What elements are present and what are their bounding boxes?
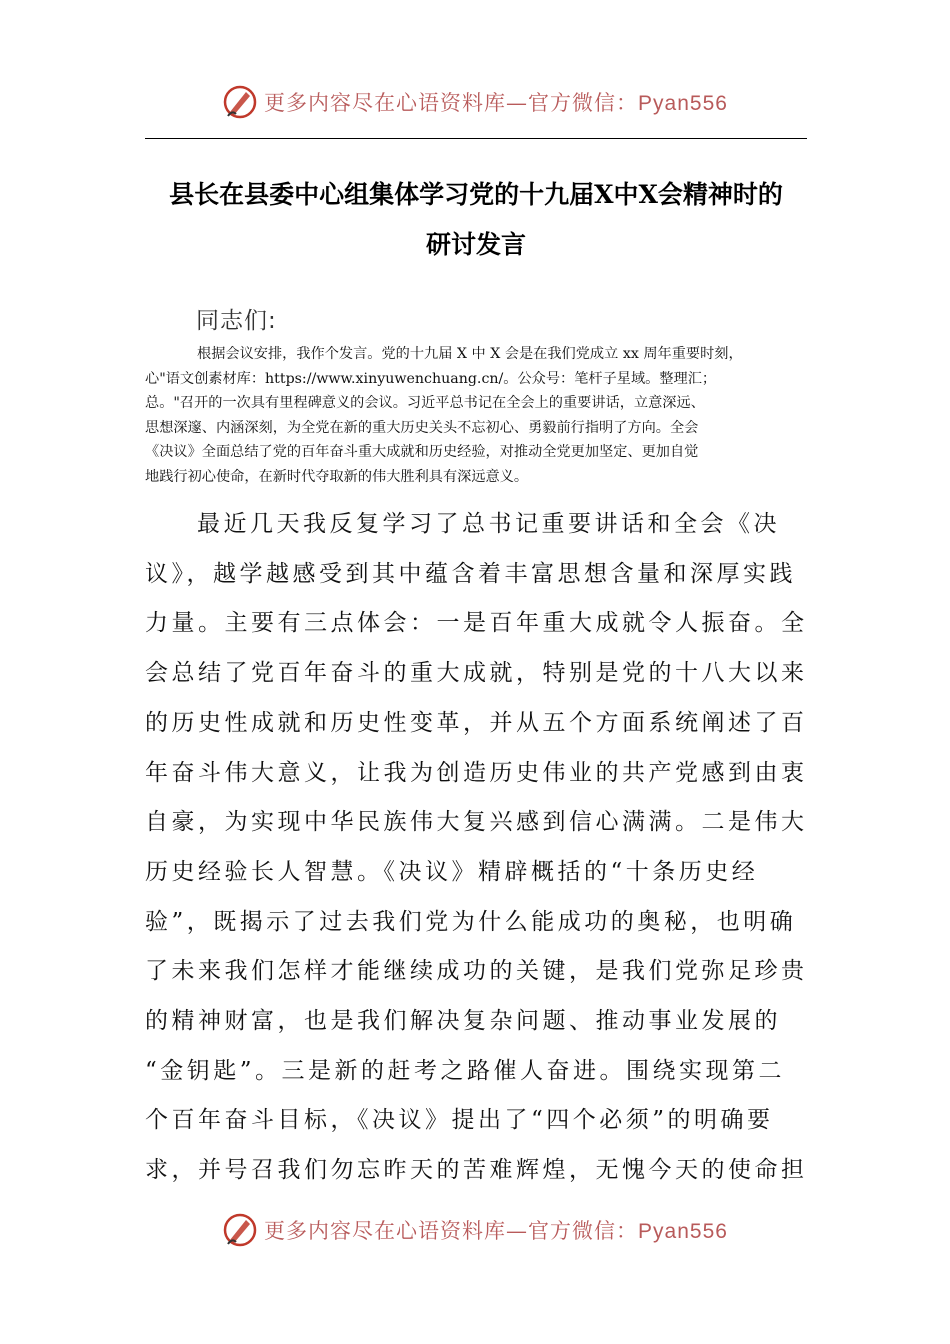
header-divider	[145, 138, 807, 139]
intro-line: 《决议》全面总结了党的百年奋斗重大成就和历史经验，对推动全党更加坚定、更加自觉	[145, 444, 699, 460]
title-line-2: 研讨发言	[425, 230, 526, 259]
intro-paragraph	[145, 342, 807, 489]
watermark-text: 更多内容尽在心语资料库—官方微信：Pyan556	[264, 91, 728, 115]
body-line: 的精神财富，也是我们解决复杂问题、推动事业发展的	[145, 1008, 781, 1035]
header-watermark	[0, 80, 950, 124]
salutation: 同志们:	[196, 308, 277, 334]
body-line: 的历史性成就和历史性变革，并从五个方面系统阐述了百	[145, 709, 808, 736]
body-line: 年奋斗伟大意义，让我为创造历史伟业的共产党感到由衷	[145, 759, 808, 786]
body-line: 求，并号召我们勿忘昨天的苦难辉煌，无愧今天的使命担	[145, 1157, 808, 1184]
body-line: 验”，既揭示了过去我们党为什么能成功的奥秘，也明确	[145, 908, 797, 935]
body-line: 议》，越学越感受到其中蕴含着丰富思想含量和深厚实践	[145, 560, 796, 587]
footer-watermark	[0, 1208, 950, 1252]
body-paragraph	[145, 500, 807, 1196]
pen-circle-logo-icon	[222, 1212, 258, 1248]
intro-line: 心"语文创素材库：https://www.xinyuwenchuang.cn/。公众号：笔杆子星域。整理汇；	[145, 370, 717, 387]
body-line: “金钥匙”。三是新的赶考之路催人奋进。围绕实现第二	[145, 1057, 786, 1084]
body-line: 了未来我们怎样才能继续成功的关键，是我们党弥足珍贵	[145, 958, 808, 985]
body-line: 力量。主要有三点体会：一是百年重大成就令人振奋。全	[145, 610, 808, 637]
wechat-id: Pyan556	[638, 1220, 728, 1243]
body-line: 历史经验长人智慧。《决议》精辟概括的“十条历史经	[145, 858, 759, 885]
intro-line: 总。"召开的一次具有里程碑意义的会议。习近平总书记在全会上的重要讲话，立意深远、	[145, 395, 705, 411]
intro-line: 思想深邃、内涵深刻，为全党在新的重大历史关头不忘初心、勇毅前行指明了方向。全会	[145, 419, 699, 436]
body-line: 自豪，为实现中华民族伟大复兴感到信心满满。二是伟大	[145, 809, 808, 836]
intro-line: 地践行初心使命，在新时代夺取新的伟大胜利具有深远意义。	[145, 468, 529, 485]
wechat-id: Pyan556	[638, 92, 728, 115]
watermark-text: 更多内容尽在心语资料库—官方微信：Pyan556	[264, 1219, 728, 1243]
pen-circle-logo-icon	[222, 84, 258, 120]
title-line-1: 县长在县委中心组集体学习党的十九届X中X会精神时的	[169, 180, 783, 209]
body-line: 最近几天我反复学习了总书记重要讲话和全会《决	[197, 511, 780, 537]
document-title	[145, 170, 807, 270]
body-line: 个百年奋斗目标，《决议》提出了“四个必须”的明确要	[145, 1107, 774, 1134]
body-line: 会总结了党百年奋斗的重大成就，特别是党的十八大以来	[145, 660, 808, 687]
intro-line: 根据会议安排，我作个发言。党的十九届 X 中 X 会是在我们党成立 xx 周年重要时刻，	[197, 346, 743, 362]
